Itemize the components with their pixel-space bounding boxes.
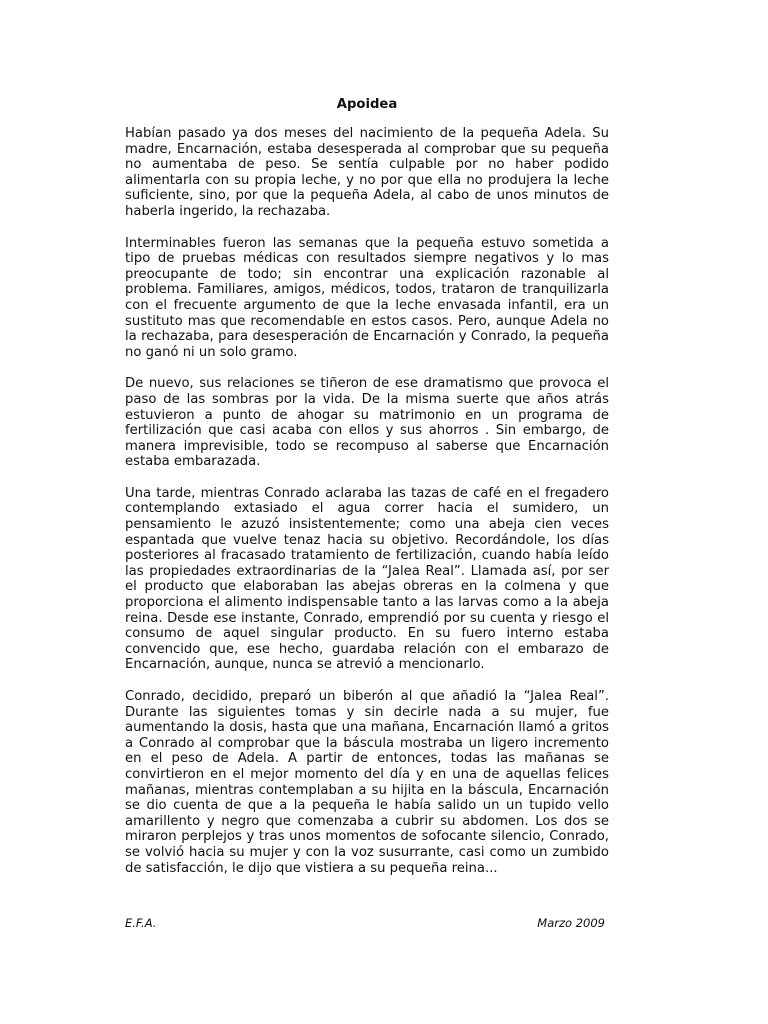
paragraph-5: Conrado, decidido, preparó un biberón al que añadió la “Jalea Real”. Durante las siguientes tomas y sin decirle nada a su mujer, fue aumentando la dosis, hasta que una mañana, Encarnación llamó a gritos a Conrado al comprobar que la báscula mostraba un ligero incremento en el peso de Adela. A partir de entonces, todas las mañanas se convirtieron en el mejor momento del día y en una de aquellas felices mañanas, mientras contemplaban a su hijita en la báscula, Encarnación se dio cuenta de que a la pequeña le había salido un un tupido vello amarillento y negro que comenzaba a cubrir su abdomen. Los dos se miraron perplejos y tras unos momentos de sofocante silencio, Conrado, se volvió hacia su mujer y con la voz susurrante, casi como un zumbido de satisfacción, le dijo que vistiera a su pequeña reina... — [125, 689, 609, 876]
paragraph-2: Interminables fueron las semanas que la pequeña estuvo sometida a tipo de pruebas médicas con resultados siempre negativos y lo mas preocupante de todo; sin encontrar una explicación razonable al problema. Familiares, amigos, médicos, todos, trataron de tranquilizarla con el frecuente argumento de que la leche envasada infantil, era un sustituto mas que recomendable en estos casos. Pero, aunque Adela no la rechazaba, para desesperación de Encarnación y Conrado, la pequeña no ganó ni un solo gramo. — [125, 235, 609, 360]
footer-date: Marzo 2009 — [537, 916, 605, 930]
paragraph-4: Una tarde, mientras Conrado aclaraba las tazas de café en el fregadero contemplando extasiado el agua correr hacia el sumidero, un pensamiento le azuzó insistentemente; como una abeja cien veces espantada que vuelve tenaz hacia su objetivo. Recordándole, los días posteriores al fracasado tratamiento de fertilización, cuando había leído las propiedades extraordinarias de la “Jalea Real”. Llamada así, por ser el producto que elaboraban las abejas obreras en la colmena y que proporciona el alimento indispensable tanto a las larvas como a la abeja reina. Desde ese instante, Conrado, emprendió por su cuenta y riesgo el consumo de aquel singular producto. En su fuero interno estaba convencido que, ese hecho, guardaba relación con el embarazo de Encarnación, aunque, nunca se atrevió a mencionarlo. — [125, 485, 609, 673]
paragraph-3: De nuevo, sus relaciones se tiñeron de ese dramatismo que provoca el paso de las sombras por la vida. De la misma suerte que años atrás estuvieron a punto de ahogar su matrimonio en un programa de fertilización que casi acaba con ellos y sus ahorros . Sin embargo, de manera imprevisible, todo se recompuso al saberse que Encarnación estaba embarazada. — [125, 376, 609, 470]
document-body — [125, 126, 609, 892]
footer-author: E.F.A. — [125, 916, 157, 930]
paragraph-1: Habían pasado ya dos meses del nacimiento de la pequeña Adela. Su madre, Encarnación, estaba desesperada al comprobar que su pequeña no aumentaba de peso. Se sentía culpable por no haber podido alimentarla con su propia leche, y no por que ella no produjera la leche suficiente, sino, por que la pequeña Adela, al cabo de unos minutos de haberla ingerido, la rechazaba. — [125, 126, 609, 219]
page-title: Apoidea — [336, 97, 398, 112]
